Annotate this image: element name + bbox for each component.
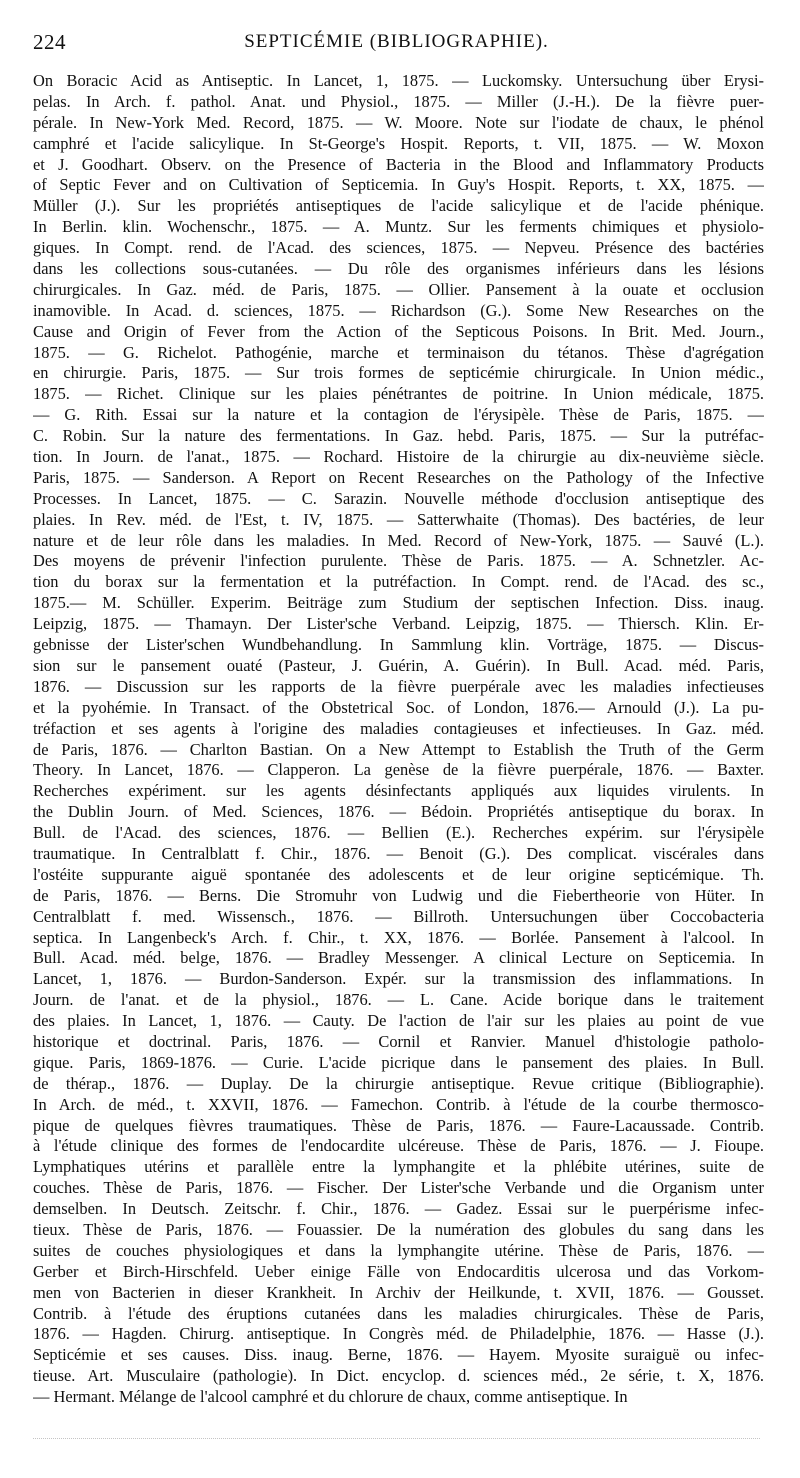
text-line: camphré et l'acide salicylique. In St-George's Hospit. Reports, t. VII, 1875. — W. Moxon — [33, 133, 764, 153]
text-line: traumatique. In Centralblatt f. Chir., 1876. — Benoit (G.). Des complicat. viscérales dans — [33, 843, 764, 863]
text-line: demselben. In Deutsch. Zeitschr. f. Chir., 1876. — Gadez. Essai sur le puerpérisme infec- — [33, 1199, 764, 1219]
text-line: septica. In Langenbeck's Arch. f. Chir., t. XX, 1876. — Borlée. Pansement à l'alcool. In — [33, 927, 764, 947]
text-line: Septicémie et ses causes. Diss. inaug. Berne, 1876. — Hayem. Myosite suraiguë ou infec- — [33, 1345, 764, 1365]
text-line: pelas. In Arch. f. pathol. Anat. und Physiol., 1875. — Miller (J.-H.). De la fièvre puer- — [33, 91, 764, 111]
text-line: gique. Paris, 1869-1876. — Curie. L'acide picrique dans le pansement des plaies. In Bull. — [33, 1052, 764, 1072]
text-line: Lymphatiques utérins et parallèle entre la lymphangite et la phlébite utérines, suite de — [33, 1157, 764, 1177]
text-line: men von Bacterien in dieser Krankheit. In Archiv der Heilkunde, t. XVII, 1876. — Gousset. — [33, 1282, 764, 1302]
text-line: de thérap., 1876. — Duplay. De la chirurgie antiseptique. Revue critique (Bibliographie). — [33, 1073, 764, 1093]
text-line: de Paris, 1876. — Berns. Die Stromuhr von Ludwig und die Fiebertheorie von Hüter. In — [33, 885, 764, 905]
text-line: In Berlin. klin. Wochenschr., 1875. — A. Muntz. Sur les ferments chimiques et physiolo- — [33, 217, 764, 237]
text-line: C. Robin. Sur la nature des fermentations. In Gaz. hebd. Paris, 1875. — Sur la putréfac- — [33, 426, 764, 446]
text-line: des plaies. In Lancet, 1, 1876. — Cauty. De l'action de l'air sur les plaies au point de vue — [33, 1011, 764, 1031]
text-line: chirurgicales. In Gaz. méd. de Paris, 1875. — Ollier. Pansement à la ouate et occlusion — [33, 279, 764, 299]
text-line: tion du borax sur la fermentation et la putréfaction. In Compt. rend. de l'Acad. des sc., — [33, 572, 764, 592]
text-line: giques. In Compt. rend. de l'Acad. des sciences, 1875. — Nepveu. Présence des bactéries — [33, 238, 764, 258]
text-line: historique et doctrinal. Paris, 1876. — Cornil et Ranvier. Manuel d'histologie patholo- — [33, 1031, 764, 1051]
text-line: l'ostéite suppurante aiguë spontanée des adolescents et de leur origine septicémique. Th. — [33, 864, 764, 884]
text-line: In Arch. de méd., t. XXVII, 1876. — Famechon. Contrib. à l'étude de la courbe thermosco- — [33, 1094, 764, 1114]
text-line: et J. Goodhart. Observ. on the Presence of Bacteria in the Blood and Inflammatory Products — [33, 154, 764, 174]
text-line: plaies. In Rev. méd. de l'Est, t. IV, 1875. — Satterwhaite (Thomas). Des bactéries, de leur — [33, 509, 764, 529]
text-line: Lancet, 1, 1876. — Burdon-Sanderson. Expér. sur la transmission des inflammations. In — [33, 969, 764, 989]
text-line: de Paris, 1876. — Charlton Bastian. On a New Attempt to Establish the Truth of the Germ — [33, 739, 764, 759]
text-line: Des moyens de prévenir l'infection purulente. Thèse de Paris. 1875. — A. Schnetzler. Ac- — [33, 551, 764, 571]
text-line: Müller (J.). Sur les propriétés antiseptiques de l'acide salicylique et de l'acide phénique. — [33, 196, 764, 216]
text-line: pérale. In New-York Med. Record, 1875. — W. Moore. Note sur l'iodate de chaux, le phénol — [33, 112, 764, 132]
text-line: Theory. In Lancet, 1876. — Clapperon. La genèse de la fièvre puerpérale, 1876. — Baxter. — [33, 760, 764, 780]
text-line: 1875.— M. Schüller. Experim. Beiträge zum Studium der septischen Infection. Diss. inaug. — [33, 593, 764, 613]
text-line: tieux. Thèse de Paris, 1876. — Fouassier. De la numération des globules du sang dans les — [33, 1219, 764, 1239]
text-line: pique de quelques fièvres traumatiques. Thèse de Paris, 1876. — Faure-Lacaussade. Contrib. — [33, 1115, 764, 1135]
text-line: of Septic Fever and on Cultivation of Septicemia. In Guy's Hospit. Reports, t. XX, 1875. — — [33, 175, 764, 195]
page-header — [33, 30, 760, 64]
text-line: 1876. — Discussion sur les rapports de la fièvre puerpérale avec les maladies infectieuses — [33, 676, 764, 696]
text-line: Bull. de l'Acad. des sciences, 1876. — Bellien (E.). Recherches expérim. sur l'érysipèle — [33, 823, 764, 843]
text-line: tieuse. Art. Musculaire (pathologie). In Dict. encyclop. d. sciences méd., 2e série, t. X, 1876. — [33, 1366, 764, 1386]
text-line: tion. In Journ. de l'anat., 1875. — Rochard. Histoire de la chirurgie au dix-neuvième siècle. — [33, 447, 764, 467]
text-line: Recherches expériment. sur les agents désinfectants appliqués aux liquides virulents. In — [33, 781, 764, 801]
text-line: sion sur le pansement ouaté (Pasteur, J. Guérin, A. Guérin). In Bull. Acad. méd. Paris, — [33, 655, 764, 675]
text-line: suites de couches physiologiques et dans la lymphangite utérine. Thèse de Paris, 1876. — — [33, 1240, 764, 1260]
text-line: couches. Thèse de Paris, 1876. — Fischer. Der Lister'sche Verbande und die Organism unter — [33, 1178, 764, 1198]
text-line: en chirurgie. Paris, 1875. — Sur trois formes de septicémie chirurgicale. In Union médic., — [33, 363, 764, 383]
text-line: 1875. — Richet. Clinique sur les plaies pénétrantes de poitrine. In Union médicale, 1875. — [33, 384, 764, 404]
text-line: Contrib. à l'étude des éruptions cutanées dans les maladies chirurgicales. Thèse de Paris, — [33, 1303, 764, 1323]
text-line: Processes. In Lancet, 1875. — C. Sarazin. Nouvelle méthode d'occlusion antiseptique des — [33, 488, 764, 508]
text-line: tréfaction et ses agents à l'origine des maladies contagieuses et infectieuses. In Gaz. méd. — [33, 718, 764, 738]
text-line: gebnisse der Lister'schen Wundbehandlung. In Sammlung klin. Vorträge, 1875. — Discus- — [33, 635, 764, 655]
text-line: Gerber et Birch-Hirschfeld. Ueber einige Fälle von Endocarditis ulcerosa und das Vorkom- — [33, 1261, 764, 1281]
text-line: Bull. Acad. méd. belge, 1876. — Bradley Messenger. A clinical Lecture on Septicemia. In — [33, 948, 764, 968]
text-line: Journ. de l'anat. et de la physiol., 1876. — L. Cane. Acide borique dans le traitement — [33, 990, 764, 1010]
footer-rule — [33, 1438, 760, 1439]
text-line: nature et de leur rôle dans les maladies. In Med. Record of New-York, 1875. — Sauvé (L.). — [33, 530, 764, 550]
text-line: Cause and Origin of Fever from the Action of the Septicous Poisons. In Brit. Med. Journ., — [33, 321, 764, 341]
text-line: inamovible. In Acad. d. sciences, 1875. — Richardson (G.). Some New Researches on the — [33, 300, 764, 320]
text-line: — G. Rith. Essai sur la nature et la contagion de l'érysipèle. Thèse de Paris, 1875. — — [33, 405, 764, 425]
page-number: 224 — [33, 30, 66, 54]
bibliography-text — [33, 71, 764, 1408]
text-line: 1875. — G. Richelot. Pathogénie, marche et terminaison du tétanos. Thèse d'agrégation — [33, 342, 764, 362]
text-line: 1876. — Hagden. Chirurg. antiseptique. In Congrès méd. de Philadelphie, 1876. — Hasse (J.). — [33, 1324, 764, 1344]
text-line: Centralblatt f. med. Wissensch., 1876. — Billroth. Untersuchungen über Coccobacteria — [33, 906, 764, 926]
running-title: SEPTICÉMIE (BIBLIOGRAPHIE). — [244, 31, 549, 52]
text-line: On Boracic Acid as Antiseptic. In Lancet, 1, 1875. — Luckomsky. Untersuchung über Erysi- — [33, 71, 764, 90]
text-line: — Hermant. Mélange de l'alcool camphré et du chlorure de chaux, comme antiseptique. In — [33, 1387, 628, 1407]
text-line: à l'étude clinique des formes de l'endocardite ulcéreuse. Thèse de Paris, 1876. — J. Fioupe. — [33, 1136, 764, 1156]
text-line: Leipzig, 1875. — Thamayn. Der Lister'sche Verband. Leipzig, 1875. — Thiersch. Klin. Er- — [33, 614, 764, 634]
text-line: Paris, 1875. — Sanderson. A Report on Recent Researches on the Pathology of the Infective — [33, 467, 764, 487]
text-line: dans les collections sous-cutanées. — Du rôle des organismes inférieurs dans les lésions — [33, 259, 764, 279]
text-line: et la pyohémie. In Transact. of the Obstetrical Soc. of London, 1876.— Arnould (J.). La pu- — [33, 697, 764, 717]
text-line: the Dublin Journ. of Med. Sciences, 1876. — Bédoin. Propriétés antiseptique du borax. In — [33, 802, 764, 822]
